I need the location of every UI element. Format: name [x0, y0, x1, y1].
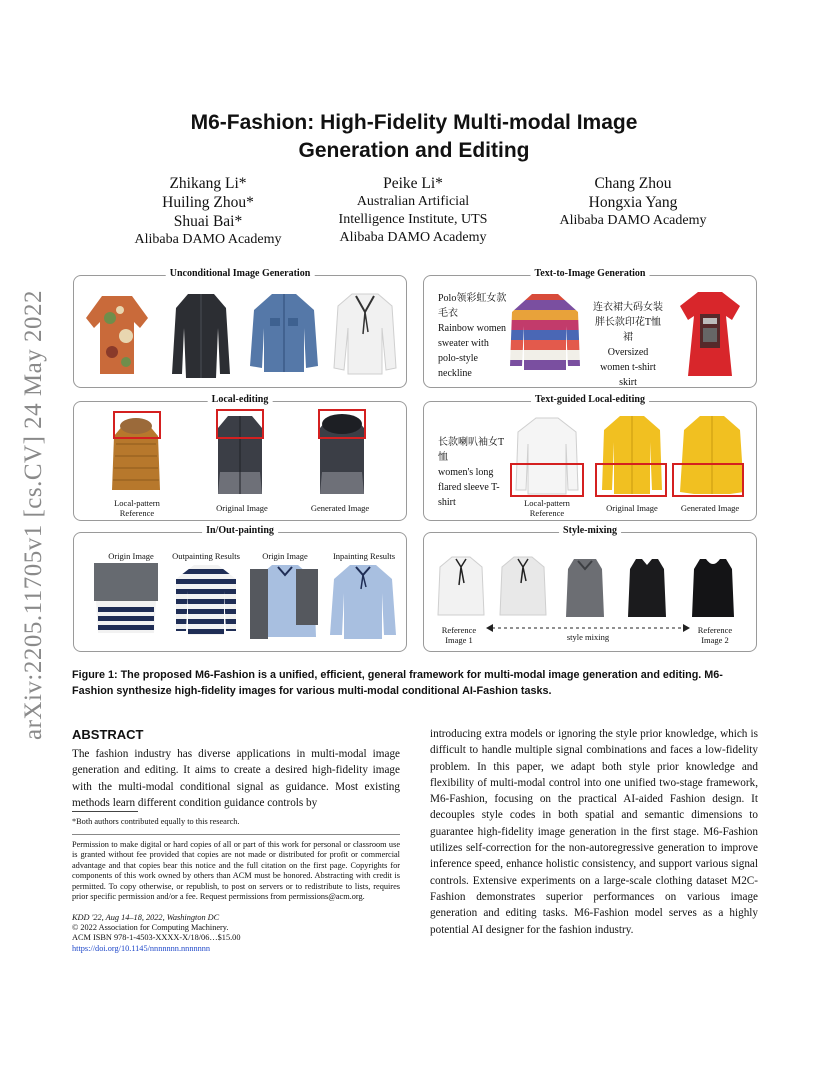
caption-generated-image: Generated Image: [310, 503, 370, 513]
caption-origin-image: Origin Image: [108, 551, 154, 561]
panel-text-to-image: [423, 268, 757, 388]
red-highlight-box: [595, 463, 667, 497]
style-mix-image-5: [686, 555, 740, 621]
author-affiliation: Australian Artificial Intelligence Institute, UTS Alibaba DAMO Academy: [338, 194, 488, 245]
caption-original-image: Original Image: [216, 503, 268, 513]
prompt-cn: 长款喇叭袖女T恤: [438, 437, 505, 463]
abstract-text-right: introducing extra models or ignoring the style prior knowledge, which is difficult to handle multiple signal combinations and faces a low-fidelity problem. In this paper, we adapt both style prior knowledge and flexibility of multi-modal control into one unified two-stage framework, M6-Fashion, focusing on the practical AI-aided Fashion design. It decouples style codes in both spatial and semantic dimensions to guarantee high-fidelity image generation in the first stage. M6-Fashion utilizes self-correction for the non-autoregressive generation to improve inference speed, enhance holistic consistency, and support various signal controls. Extensive experiments on a large-scale clothing dataset M2C-Fashion demonstrates superior performances on various image generation and editing tasks. M6-Fashion model serves as a highly potential AI designer for the fashion industry.: [430, 728, 758, 936]
abstract-text-left: The fashion industry has diverse applications in multi-modal image generation and editing. It aims to create a desired high-fidelity image with the multi-modal conditional signal as guidance. Most existing methods learn different condition guidance controls by: [72, 748, 400, 809]
panel-inout-painting: [73, 525, 407, 652]
floral-shirt-image: [82, 288, 152, 378]
style-mix-image-4: [622, 555, 672, 621]
caption-original-image: Original Image: [606, 503, 658, 513]
white-blouse-image: [332, 288, 398, 378]
red-highlight-box: [672, 463, 744, 497]
panel-title: Style-mixing: [559, 525, 621, 536]
prompt-en: Oversized women t-shirt skirt: [600, 347, 656, 388]
author-name: Chang Zhou: [594, 175, 672, 192]
caption-origin-image: Origin Image: [262, 551, 308, 561]
blue-blouse-inpainting-image: [328, 563, 398, 641]
author-block-3: [538, 174, 728, 230]
caption-generated-image: Generated Image: [680, 503, 740, 513]
panel-title: In/Out-painting: [202, 525, 278, 536]
conference-info: KDD '22, Aug 14–18, 2022, Washington DC: [72, 913, 220, 922]
caption-style-mixing: style mixing: [566, 632, 610, 642]
author-name: Huiling Zhou*: [162, 194, 254, 211]
doi-link[interactable]: https://doi.org/10.1145/nnnnnnn.nnnnnnn: [72, 944, 211, 953]
prompt-cn: 连衣裙大码女装胖长款印花T恤裙: [593, 302, 663, 343]
red-highlight-box: [510, 463, 584, 497]
permission-rule: [72, 834, 400, 835]
style-mix-image-2: [498, 555, 548, 621]
panel-title: Text-guided Local-editing: [531, 394, 649, 405]
figure-caption: Figure 1: The proposed M6-Fashion is a unified, efficient, general framework for multi-modal image generation and editing. M6-Fashion synthesize high-fidelity images for various multi-modal conditional AI-Fashion tasks.: [72, 669, 723, 697]
rainbow-sweater-image: [508, 290, 582, 374]
copyright-notice: © 2022 Association for Computing Machinery.: [72, 923, 229, 932]
panel-local-editing: [73, 394, 407, 521]
black-coat-image: [166, 288, 236, 380]
t2i-prompt-2: [592, 300, 664, 390]
author-name: Peike Li*: [383, 175, 443, 192]
panel-style-mixing: [423, 525, 757, 652]
panel-title: Text-to-Image Generation: [531, 268, 650, 279]
author-name: Zhikang Li*: [169, 175, 247, 192]
author-affiliation: Alibaba DAMO Academy: [134, 232, 282, 247]
denim-jacket-image: [246, 288, 322, 378]
caption-local-pattern-reference: Local-pattern Reference: [524, 498, 570, 518]
author-name: Hongxia Yang: [588, 194, 678, 211]
footnote-equal-contribution: *Both authors contributed equally to this research.: [72, 817, 240, 826]
permission-notice: Permission to make digital or hard copies of all or part of this work for personal or classroom use is granted without fee provided that copies are not made or distributed for profit or commercial advantage and that copies bear this notice and the full citation on the first page. Copyrights for components of this work owned by others than ACM must be honored. Abstracting with credit is permitted. To copy otherwise, or republish, to post on servers or to redistribute to lists, requires prior specific permission and/or a fee. Request permissions from permissions@acm.org.: [72, 840, 400, 902]
panel-text-guided-local-editing: [423, 394, 757, 521]
panel-unconditional-generation: [73, 268, 407, 388]
striped-sweater-origin-image: [94, 563, 158, 635]
red-highlight-box: [318, 409, 366, 439]
t2i-prompt-1: [438, 291, 510, 381]
panel-title: Local-editing: [208, 394, 273, 405]
style-mixing-arrow: [486, 623, 690, 633]
tg-prompt: [438, 435, 510, 510]
panel-title: Unconditional Image Generation: [166, 268, 315, 279]
arxiv-id-text: arXiv:2205.11705v1 [cs.CV] 24 May 2022: [20, 290, 47, 740]
author-affiliation: Alibaba DAMO Academy: [559, 213, 707, 228]
author-block-1: [108, 174, 308, 249]
abstract-heading: ABSTRACT: [72, 727, 144, 742]
style-mix-image-3: [560, 555, 610, 621]
caption-reference-image-1: Reference Image 1: [441, 625, 477, 645]
prompt-en: women's long flared sleeve T-shirt: [438, 467, 500, 508]
isbn: ACM ISBN 978-1-4503-XXXX-X/18/06…$15.00: [72, 933, 241, 942]
blue-blouse-origin-image: [250, 563, 320, 641]
caption-local-pattern-reference: Local-pattern Reference: [114, 498, 160, 518]
caption-reference-image-2: Reference Image 2: [697, 625, 733, 645]
prompt-en: Rainbow women sweater with polo-style neckline: [438, 323, 507, 379]
caption-inpainting-results: Inpainting Results: [332, 551, 396, 561]
paper-title: M6-Fashion: High-Fidelity Multi-modal Image Generation and Editing: [190, 111, 638, 162]
author-block-2: [318, 174, 508, 247]
red-highlight-box: [216, 409, 264, 439]
caption-outpainting-results: Outpainting Results: [172, 551, 240, 561]
footnote-rule: [72, 811, 138, 812]
arxiv-side-label: [14, 270, 54, 760]
red-tshirt-dress-image: [676, 288, 744, 380]
red-highlight-box: [113, 411, 161, 439]
striped-sweater-outpainting-image: [174, 563, 238, 637]
author-name: Shuai Bai*: [173, 213, 243, 230]
prompt-cn: Polo领彩虹女款毛衣: [438, 293, 507, 319]
style-mix-image-1: [436, 555, 486, 621]
